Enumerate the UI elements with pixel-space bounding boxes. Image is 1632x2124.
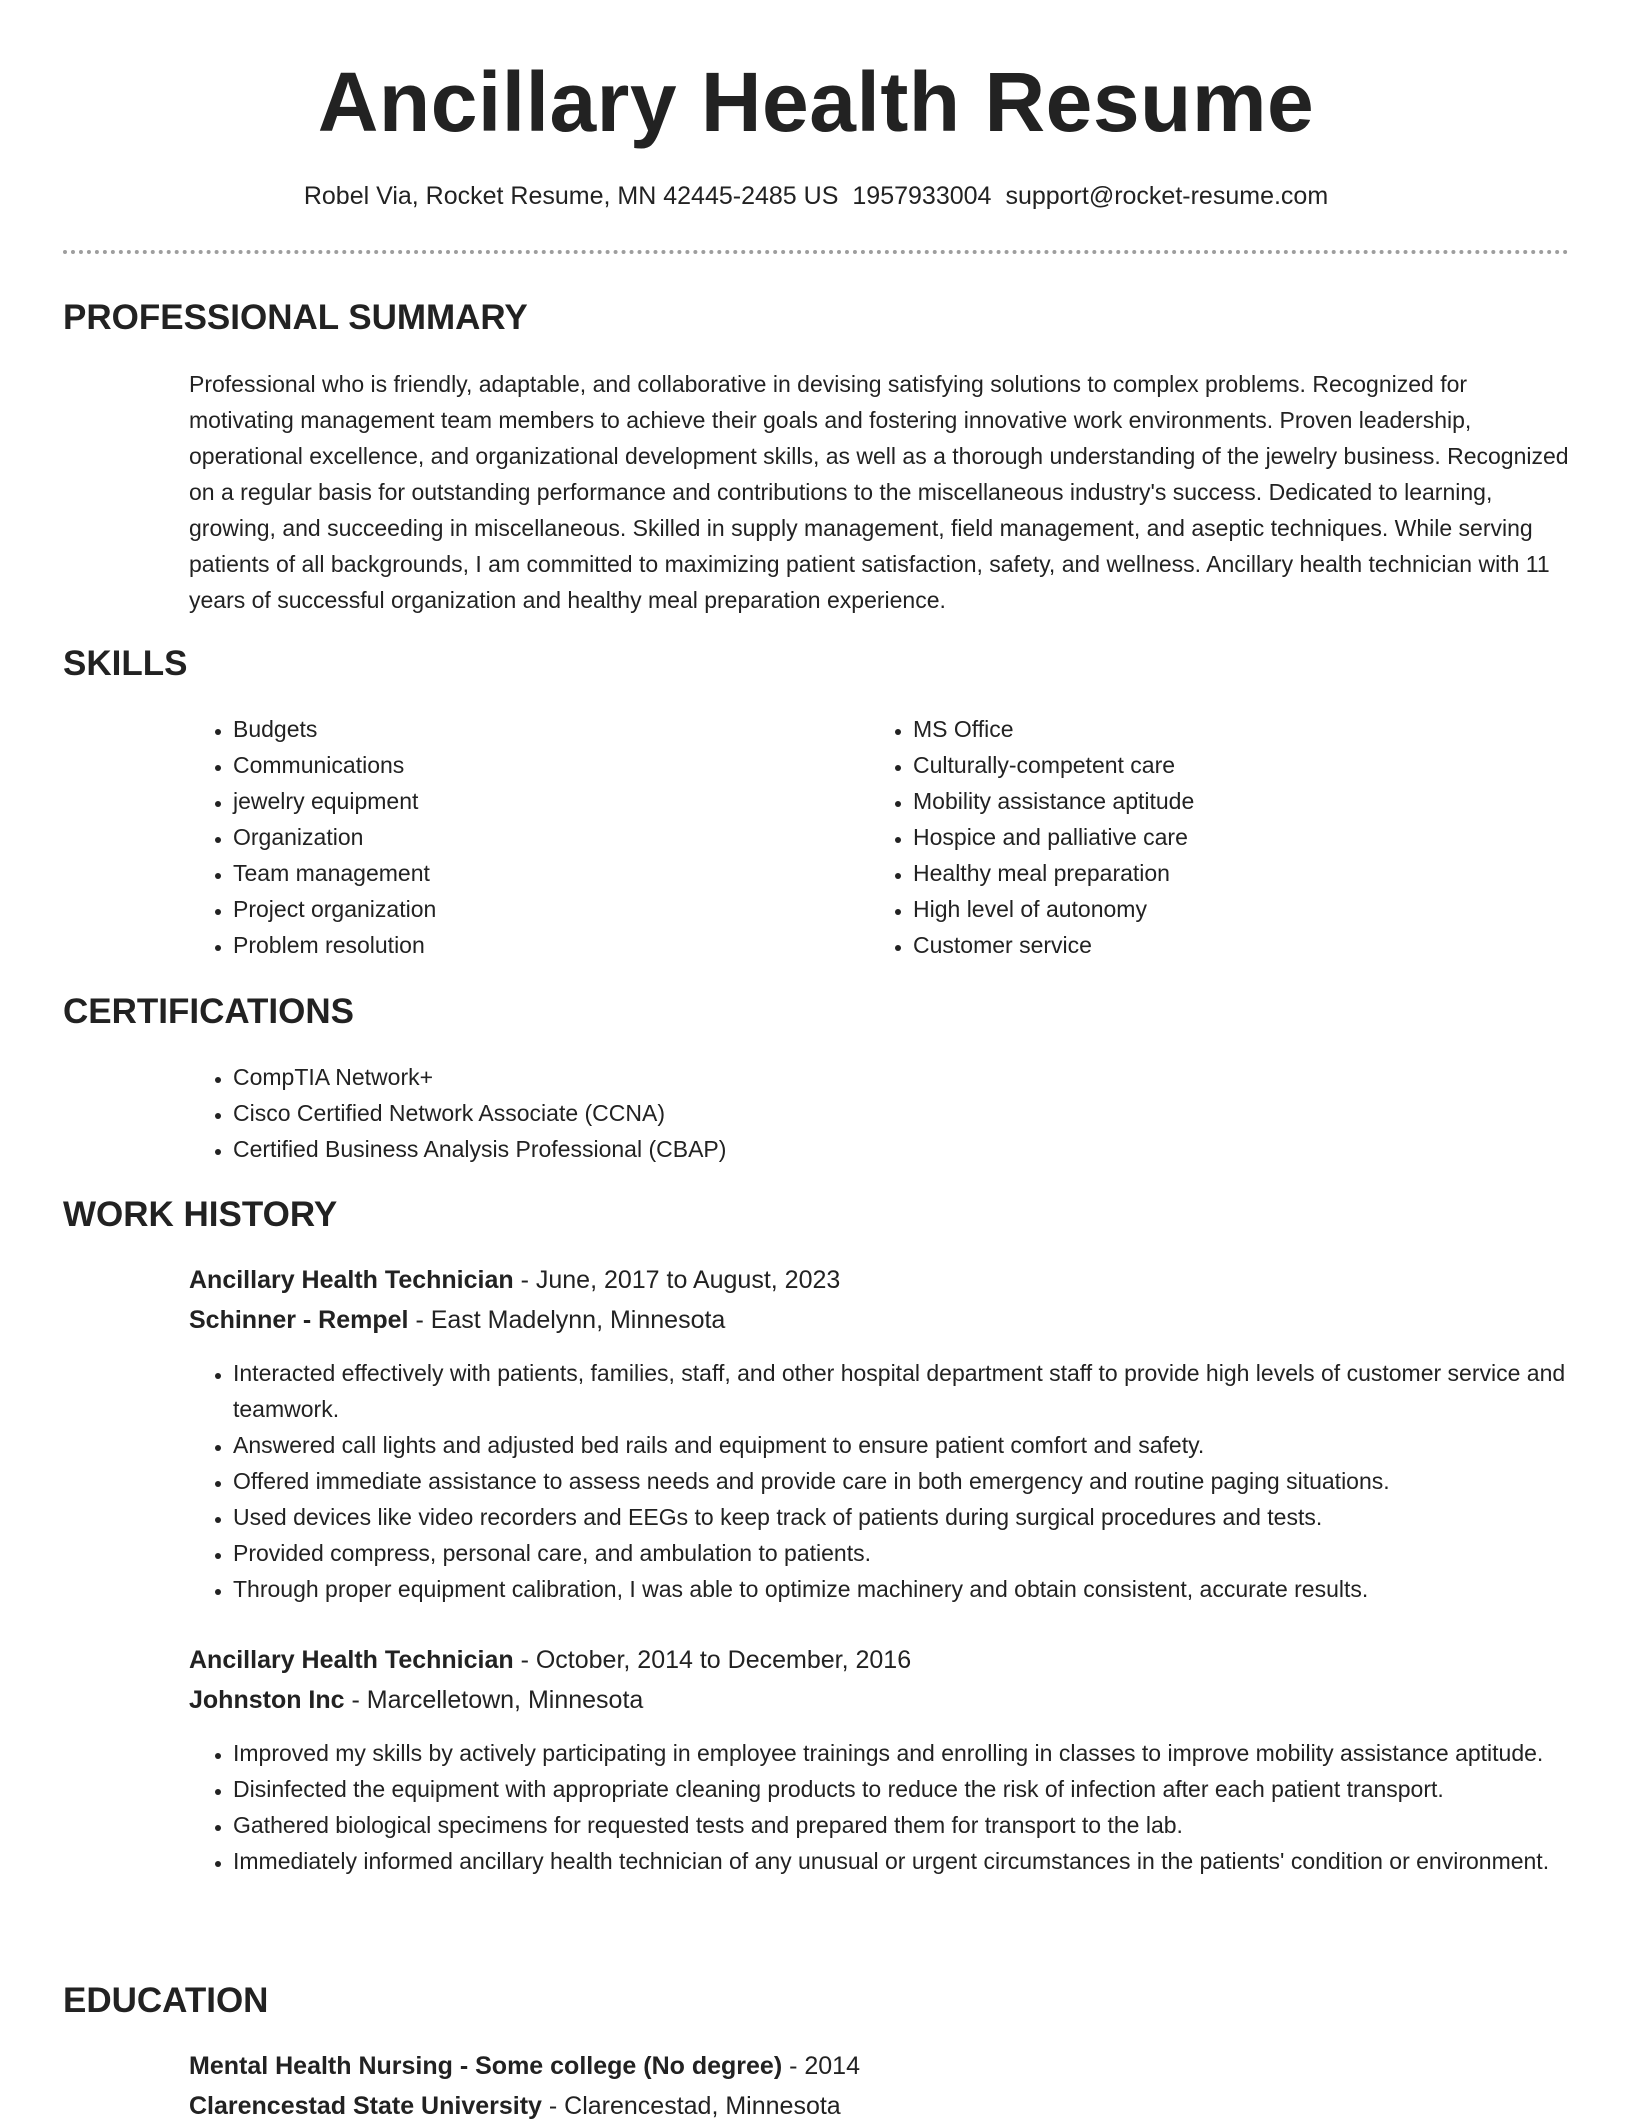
skills-heading: SKILLS [63, 644, 188, 683]
education-location: - Clarencestad, Minnesota [541, 2092, 841, 2120]
job-dates: - October, 2014 to December, 2016 [513, 1646, 912, 1674]
resume-title: Ancillary Health Resume [317, 55, 1315, 149]
education-year: - 2014 [782, 2052, 860, 2080]
skill-item: • High level of autonomy [913, 891, 1563, 927]
skill-item: • MS Office [913, 711, 1563, 747]
education-school: Clarencestad State University [189, 2092, 542, 2120]
job-bullet: • Immediately informed ancillary health technician of any unusual or urgent circumstances in the patients' condition or environment. [233, 1843, 1613, 1879]
job-title-line [189, 1642, 911, 1678]
job-bullet: • Through proper equipment calibration, I was able to optimize machinery and obtain consistent, accurate results. [233, 1571, 1613, 1607]
education-degree: Mental Health Nursing - Some college (No degree) [189, 2052, 783, 2080]
education-heading: EDUCATION [63, 1981, 269, 2020]
certification-item: • Certified Business Analysis Professional (CBAP) [233, 1131, 1613, 1167]
certifications-list [189, 1059, 1613, 1167]
job-company-line [189, 1682, 643, 1718]
job-bullet: • Used devices like video recorders and EEGs to keep track of patients during surgical procedures and tests. [233, 1499, 1613, 1535]
job-bullets [189, 1355, 1613, 1607]
certification-item: • CompTIA Network+ [233, 1059, 1613, 1095]
summary-text: Professional who is friendly, adaptable, and collaborative in devising satisfying solutions to complex problems. Recognized for motivating management team members to achieve their goals and fostering innovative work environments. Proven leadership, operational excellence, and organizational development skills, as well as a thorough understanding of the jewelry business. Recognized on a regular basis for outstanding performance and contributions to the miscellaneous industry's success. Dedicated to learning, growing, and succeeding in miscellaneous. Skilled in supply management, field management, and aseptic techniques. While serving patients of all backgrounds, I am committed to maximizing patient satisfaction, safety, and wellness. Ancillary health technician with 11 years of successful organization and healthy meal preparation experience. [189, 371, 1569, 613]
summary-heading: PROFESSIONAL SUMMARY [63, 298, 528, 337]
skill-item: • Customer service [913, 927, 1563, 963]
job-title: Ancillary Health Technician [189, 1646, 514, 1674]
job-bullet: • Provided compress, personal care, and ambulation to patients. [233, 1535, 1613, 1571]
job-company-line [189, 1302, 725, 1338]
job-bullet: • Gathered biological specimens for requested tests and prepared them for transport to the lab. [233, 1807, 1613, 1843]
job-bullet: • Improved my skills by actively participating in employee trainings and enrolling in classes to improve mobility assistance aptitude. [233, 1735, 1613, 1771]
skill-item: • Hospice and palliative care [913, 819, 1563, 855]
header-divider [63, 250, 1569, 254]
job-title-line [189, 1262, 840, 1298]
skill-item: • Healthy meal preparation [913, 855, 1563, 891]
skill-item: • Budgets [233, 711, 833, 747]
skill-item: • Team management [233, 855, 833, 891]
contact-phone: 1957933004 [852, 182, 992, 210]
skills-list-right [869, 711, 1563, 963]
skill-item: • Communications [233, 747, 833, 783]
skill-item: • Mobility assistance aptitude [913, 783, 1563, 819]
education-degree-line [189, 2048, 860, 2084]
job-company: Johnston Inc [189, 1686, 345, 1714]
job-dates: - June, 2017 to August, 2023 [513, 1266, 841, 1294]
contact-address: Robel Via, Rocket Resume, MN 42445-2485 US [303, 182, 839, 210]
skill-item: • Culturally-competent care [913, 747, 1563, 783]
contact-line [0, 180, 1632, 213]
skills-list-left [189, 711, 833, 963]
skill-item: • jewelry equipment [233, 783, 833, 819]
work-history-heading: WORK HISTORY [63, 1195, 338, 1234]
job-bullet: • Interacted effectively with patients, families, staff, and other hospital department staff to provide high levels of customer service and teamwork. [233, 1355, 1613, 1427]
contact-email: support@rocket-resume.com [1005, 182, 1329, 210]
skill-item: • Project organization [233, 891, 833, 927]
job-company: Schinner - Rempel [189, 1306, 409, 1334]
certification-item: • Cisco Certified Network Associate (CCNA) [233, 1095, 1613, 1131]
certifications-heading: CERTIFICATIONS [63, 992, 355, 1031]
skill-item: • Problem resolution [233, 927, 833, 963]
job-bullet: • Answered call lights and adjusted bed rails and equipment to ensure patient comfort and safety. [233, 1427, 1613, 1463]
job-bullets [189, 1735, 1613, 1879]
job-location: - East Madelynn, Minnesota [408, 1306, 726, 1334]
job-title: Ancillary Health Technician [189, 1266, 514, 1294]
skill-item: • Organization [233, 819, 833, 855]
job-bullet: • Disinfected the equipment with appropriate cleaning products to reduce the risk of infection after each patient transport. [233, 1771, 1613, 1807]
education-school-line [189, 2088, 841, 2124]
job-location: - Marcelletown, Minnesota [344, 1686, 644, 1714]
job-bullet: • Offered immediate assistance to assess needs and provide care in both emergency and routine paging situations. [233, 1463, 1613, 1499]
